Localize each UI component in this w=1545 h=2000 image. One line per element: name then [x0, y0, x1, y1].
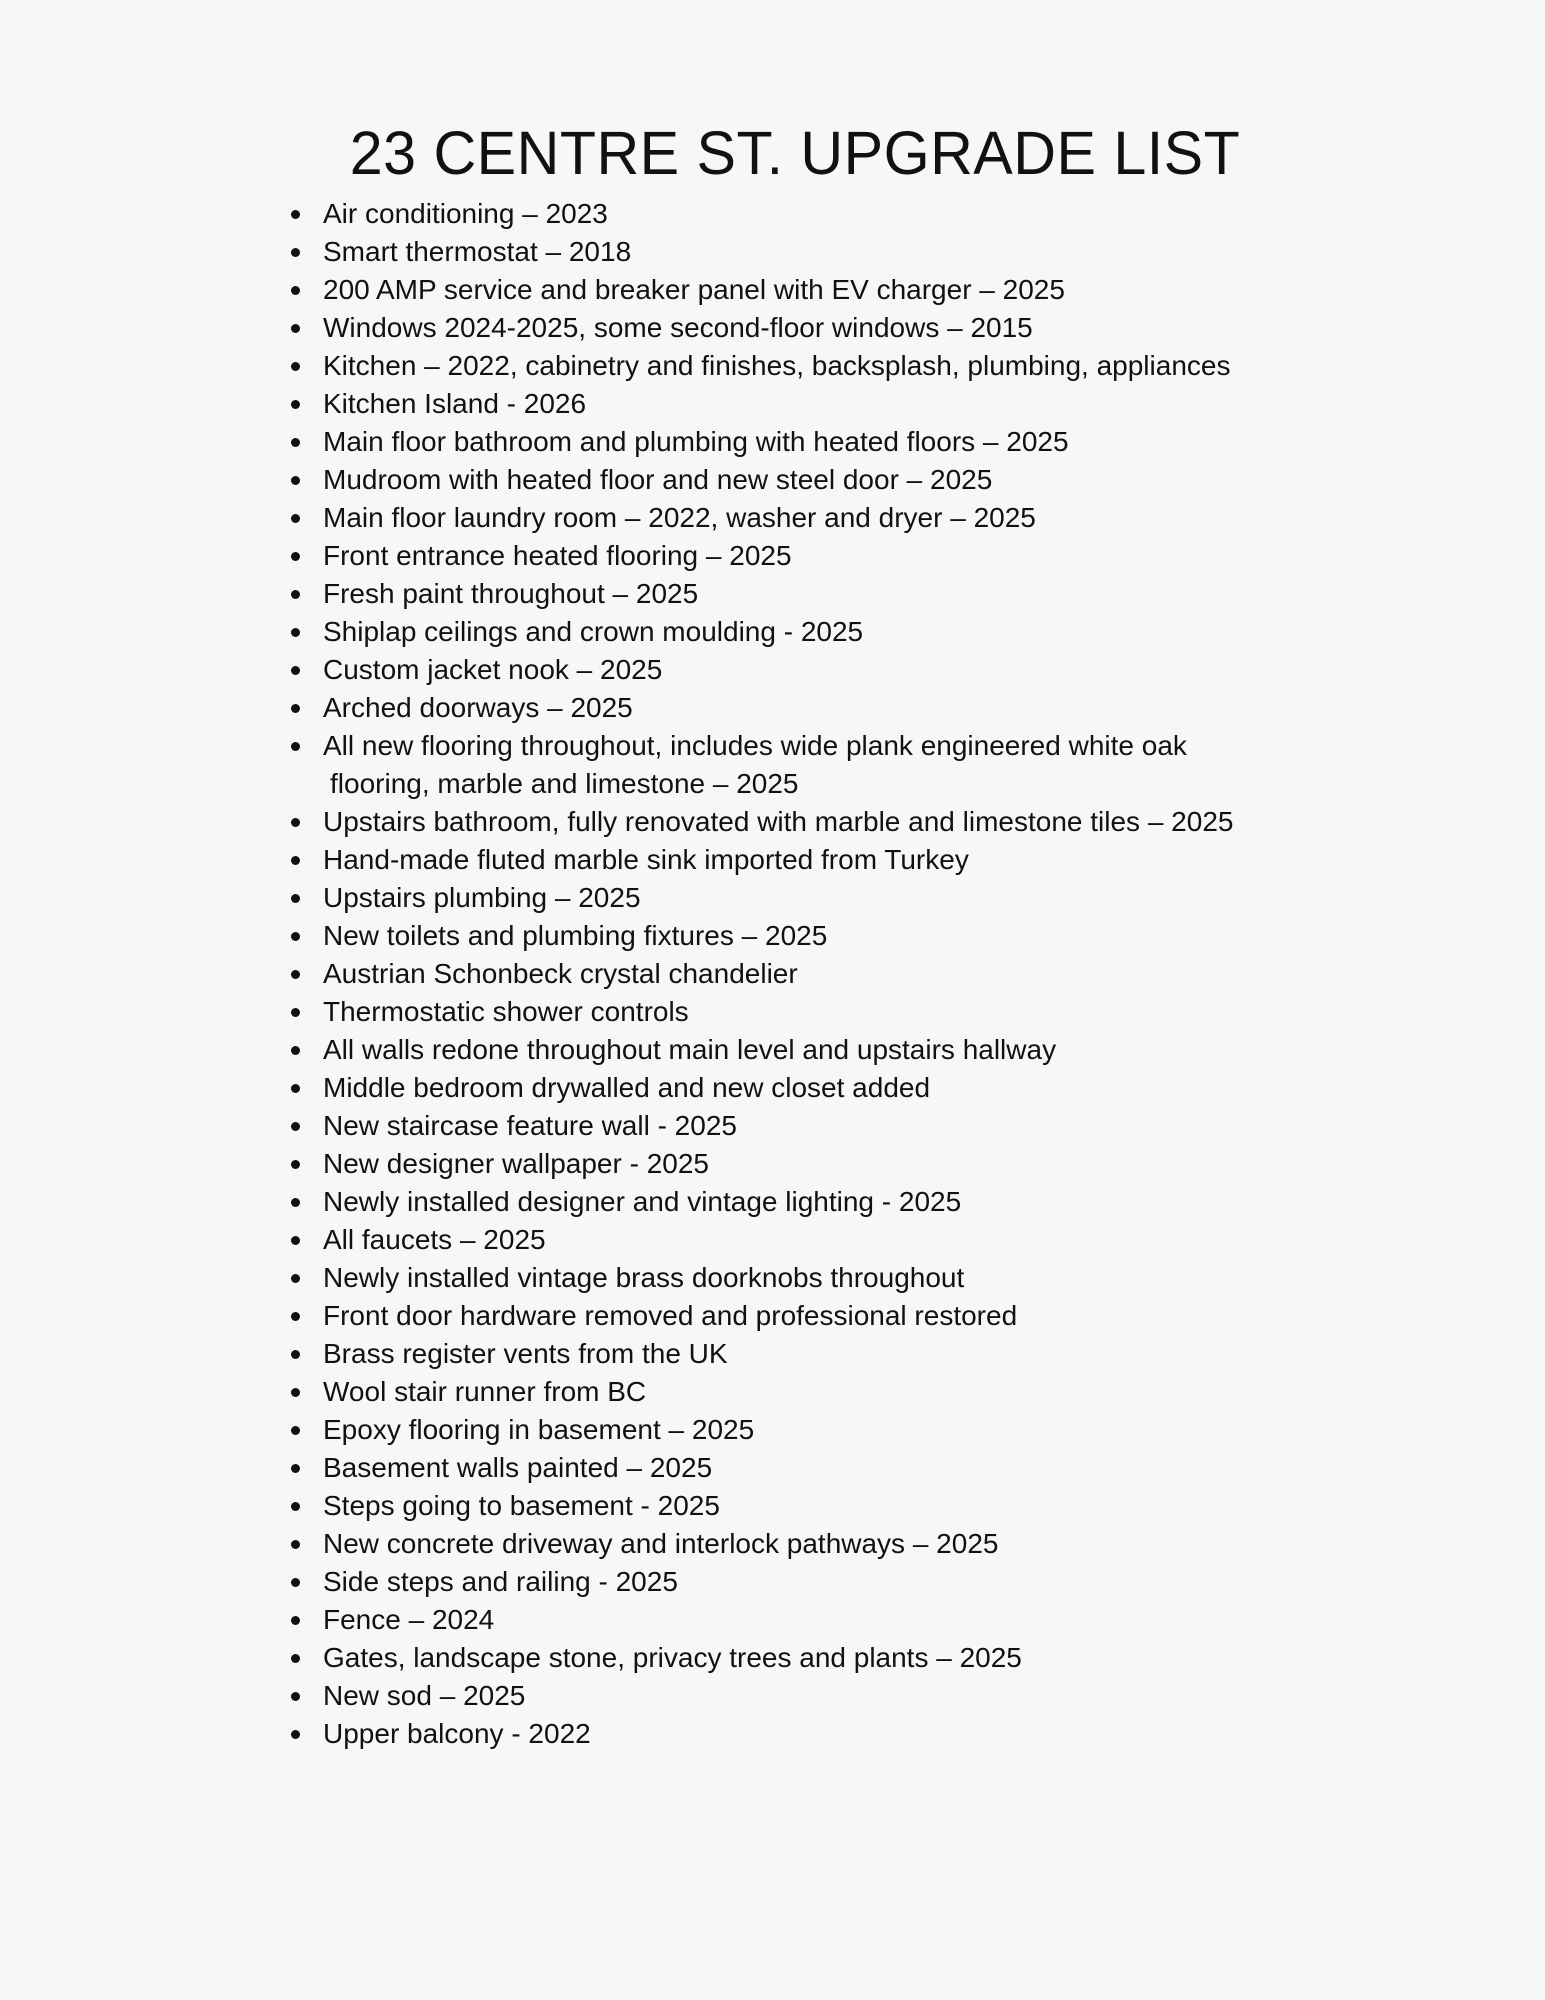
bullet-icon — [291, 1616, 300, 1625]
list-item — [287, 1525, 1233, 1563]
bullet-icon — [291, 1730, 300, 1739]
bullet-icon — [291, 1540, 300, 1549]
list-item — [287, 499, 1233, 537]
bullet-icon — [291, 1426, 300, 1435]
bullet-icon — [291, 1502, 300, 1511]
list-item-text: Kitchen – 2022, cabinetry and finishes, backsplash, plumbing, appliances — [323, 350, 1231, 381]
list-item — [287, 1031, 1233, 1069]
bullet-icon — [291, 1274, 300, 1283]
list-item-text: Mudroom with heated floor and new steel door – 2025 — [323, 464, 993, 495]
upgrade-list — [287, 195, 1233, 1753]
list-item-text: New sod – 2025 — [323, 1680, 526, 1711]
bullet-icon — [291, 1008, 300, 1017]
list-item-text: Upstairs bathroom, fully renovated with marble and limestone tiles – 2025 — [323, 806, 1234, 837]
list-item-text: All walls redone throughout main level and upstairs hallway — [323, 1034, 1057, 1065]
bullet-icon — [291, 476, 300, 485]
list-item-text: 200 AMP service and breaker panel with EV charger – 2025 — [323, 274, 1065, 305]
list-item — [287, 195, 1233, 233]
bullet-icon — [291, 932, 300, 941]
list-item-text: Main floor bathroom and plumbing with heated floors – 2025 — [323, 426, 1069, 457]
bullet-icon — [291, 1198, 300, 1207]
bullet-icon — [291, 552, 300, 561]
list-item-text: Hand-made fluted marble sink imported from Turkey — [323, 844, 969, 875]
bullet-icon — [291, 894, 300, 903]
list-item — [287, 1677, 1233, 1715]
bullet-icon — [291, 1350, 300, 1359]
list-item — [287, 1487, 1233, 1525]
list-item-text: Thermostatic shower controls — [323, 996, 689, 1027]
list-item — [287, 1259, 1233, 1297]
list-item-text: Main floor laundry room – 2022, washer and dryer – 2025 — [323, 502, 1036, 533]
list-item-text: Side steps and railing - 2025 — [323, 1566, 678, 1597]
list-item — [287, 347, 1233, 385]
bullet-icon — [291, 1312, 300, 1321]
list-item — [287, 1145, 1233, 1183]
bullet-icon — [291, 514, 300, 523]
list-item-text: New staircase feature wall - 2025 — [323, 1110, 737, 1141]
list-item — [287, 651, 1233, 689]
bullet-icon — [291, 1578, 300, 1587]
list-item-text: Middle bedroom drywalled and new closet added — [323, 1072, 931, 1103]
list-item-text: Windows 2024-2025, some second-floor windows – 2015 — [323, 312, 1033, 343]
list-item — [287, 1107, 1233, 1145]
bullet-icon — [291, 742, 300, 751]
list-item-text: Upstairs plumbing – 2025 — [323, 882, 641, 913]
list-item-text: Fresh paint throughout – 2025 — [323, 578, 699, 609]
list-item — [287, 575, 1233, 613]
list-item — [287, 233, 1233, 271]
list-item-text: Arched doorways – 2025 — [323, 692, 633, 723]
list-item-text: Smart thermostat – 2018 — [323, 236, 632, 267]
list-item-text: All faucets – 2025 — [323, 1224, 546, 1255]
list-item — [287, 613, 1233, 651]
bullet-icon — [291, 1084, 300, 1093]
list-item — [287, 271, 1233, 309]
bullet-icon — [291, 970, 300, 979]
bullet-icon — [291, 818, 300, 827]
list-item — [287, 423, 1233, 461]
bullet-icon — [291, 1464, 300, 1473]
list-item — [287, 689, 1233, 727]
bullet-icon — [291, 324, 300, 333]
bullet-icon — [291, 1236, 300, 1245]
bullet-icon — [291, 590, 300, 599]
list-item — [287, 993, 1233, 1031]
list-item — [287, 1449, 1233, 1487]
list-item — [287, 1297, 1233, 1335]
list-item — [287, 1373, 1233, 1411]
list-item-text: Newly installed designer and vintage lighting - 2025 — [323, 1186, 962, 1217]
list-item — [287, 385, 1233, 423]
list-item-text: Fence – 2024 — [323, 1604, 495, 1635]
list-item-text: Front entrance heated flooring – 2025 — [323, 540, 792, 571]
list-item — [287, 917, 1233, 955]
list-item — [287, 955, 1233, 993]
bullet-icon — [291, 438, 300, 447]
list-item-text: Austrian Schonbeck crystal chandelier — [323, 958, 798, 989]
list-item-text: Steps going to basement - 2025 — [323, 1490, 720, 1521]
list-item-text: Front door hardware removed and professional restored — [323, 1300, 1018, 1331]
bullet-icon — [291, 286, 300, 295]
list-item-text: New designer wallpaper - 2025 — [323, 1148, 709, 1179]
list-item — [287, 727, 1233, 803]
bullet-icon — [291, 704, 300, 713]
list-item-text: Epoxy flooring in basement – 2025 — [323, 1414, 755, 1445]
list-item-text: Custom jacket nook – 2025 — [323, 654, 663, 685]
page-title: 23 CENTRE ST. UPGRADE LIST — [349, 119, 1241, 187]
list-item — [287, 1221, 1233, 1259]
list-item — [287, 1639, 1233, 1677]
list-item — [287, 1715, 1233, 1753]
bullet-icon — [291, 210, 300, 219]
list-item-text: Wool stair runner from BC — [323, 1376, 647, 1407]
bullet-icon — [291, 1160, 300, 1169]
list-item-text: Brass register vents from the UK — [323, 1338, 728, 1369]
bullet-icon — [291, 362, 300, 371]
bullet-icon — [291, 1692, 300, 1701]
bullet-icon — [291, 400, 300, 409]
bullet-icon — [291, 628, 300, 637]
bullet-icon — [291, 666, 300, 675]
list-item — [287, 1069, 1233, 1107]
list-item-text: Shiplap ceilings and crown moulding - 2025 — [323, 616, 864, 647]
list-item-text: Gates, landscape stone, privacy trees and plants – 2025 — [323, 1642, 1022, 1673]
list-item — [287, 1601, 1233, 1639]
list-item-text: Air conditioning – 2023 — [323, 198, 608, 229]
list-item — [287, 1411, 1233, 1449]
list-item — [287, 1335, 1233, 1373]
list-item — [287, 803, 1233, 841]
list-item — [287, 1183, 1233, 1221]
list-item — [287, 309, 1233, 347]
list-item — [287, 461, 1233, 499]
list-item-text: All new flooring throughout, includes wide plank engineered white oak — [323, 730, 1187, 761]
list-item-text: New toilets and plumbing fixtures – 2025 — [323, 920, 828, 951]
list-item — [287, 841, 1233, 879]
list-item-text: Upper balcony - 2022 — [323, 1718, 591, 1749]
list-item-text: Kitchen Island - 2026 — [323, 388, 587, 419]
bullet-icon — [291, 248, 300, 257]
bullet-icon — [291, 1046, 300, 1055]
list-item-text: Basement walls painted – 2025 — [323, 1452, 713, 1483]
list-item-continuation: flooring, marble and limestone – 2025 — [330, 768, 799, 799]
list-item-text: Newly installed vintage brass doorknobs throughout — [323, 1262, 965, 1293]
bullet-icon — [291, 1122, 300, 1131]
list-item-text: New concrete driveway and interlock pathways – 2025 — [323, 1528, 999, 1559]
list-item — [287, 1563, 1233, 1601]
bullet-icon — [291, 1654, 300, 1663]
bullet-icon — [291, 856, 300, 865]
list-item — [287, 537, 1233, 575]
bullet-icon — [291, 1388, 300, 1397]
list-item — [287, 879, 1233, 917]
